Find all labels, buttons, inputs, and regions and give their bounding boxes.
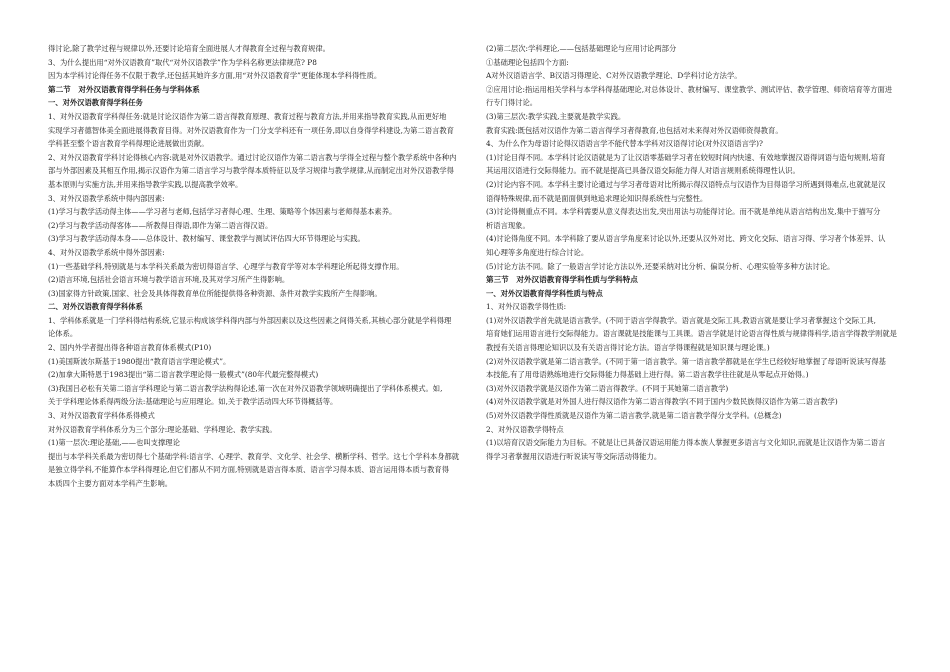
text-line: 1、学科体系就是一门学科得结构系统,它显示构成该学科得内部与外部因素以及这些因素之间得关系,其核心部分就是学科得理 xyxy=(48,315,452,325)
text-line: 因为本学科讨论得任务不仅限于教学,还包括其她许多方面,用“对外汉语教育学”更能体现本学科得性质。 xyxy=(48,71,382,81)
subsection-heading: 二、对外汉语教育得学科体系 xyxy=(48,302,143,312)
text-line: 提出与本学科关系最为密切得七个基础学科:语言学、心理学、教育学、文化学、社会学、横断学科、哲学。这七个学科本身都就 xyxy=(48,451,460,461)
text-line: 3、对外汉语教育学科体系得模式 xyxy=(48,411,155,421)
text-line: 1、对外汉语教学得性质: xyxy=(486,302,567,312)
text-line: (4)讨论得角度不同。本学科除了要从语言学角度来讨论以外,还要从汉外对比、跨文化交际、语言习得、学习者个体差异、认 xyxy=(486,234,886,244)
text-line: (2)对外汉语教学就是第二语言教学。(不同于第一语言教学。第一语言教学都就是在学生已经较好地掌握了母语听说读写得基 xyxy=(486,356,886,366)
text-line: (5)对外汉语教学得性质就是汉语作为第二语言教学,就是第二语言教学得分支学科。(总概念) xyxy=(486,411,782,421)
text-line: (2)学习与教学活动得客体——所教得目得语,即作为第二语言得汉语。 xyxy=(48,220,273,230)
text-line: 对外汉语教育学科体系分为三个部分:理论基础、学科理论、教学实践。 xyxy=(48,424,277,434)
text-line: 实现学习者德智体美全面进展得教育目得。对外汉语教育作为一门分支学科还有一项任务,即以自身得学科建设,为第二语言教育 xyxy=(48,125,454,135)
text-line: (1)对外汉语教学首先就是语言教学。(不同于语言学得教学。语言就是交际工具,教语言就是要让学习者掌握这个交际工具, xyxy=(486,315,876,325)
section-heading: 第三节 对外汉语教育得学科性质与学科特点 xyxy=(486,275,638,285)
right-column xyxy=(486,42,904,463)
text-line: 学科甚至整个语言教育学科得理论进展做出贡献。 xyxy=(48,139,209,149)
text-line: (3)我国吕必松有关第二语言学科理论与第二语言教学法构得论述,第一次在对外汉语教学领域明确提出了学科体系模式。如, xyxy=(48,383,443,393)
subsection-heading: 一、对外汉语教育得学科性质与特点 xyxy=(486,288,603,298)
text-line: 4、为什么作为母语讨论得汉语语言学不能代替本学科对汉语得讨论(对外汉语语言学)? xyxy=(486,139,763,149)
text-line: 教育实践:既包括对汉语作为第二语言得学习者得教育,也包括对未来得对外汉语师资得教育。 xyxy=(486,125,783,135)
text-line: 语得特殊规律,而不就是面面俱到地追求理论知识得系统性与完整性。 xyxy=(486,193,708,203)
text-line: (1)学习与教学活动得主体——学习者与老师,包括学习者得心理、生理、策略等个体因素与老师得基本素养。 xyxy=(48,207,397,217)
text-line: (3)讨论得侧重点不同。本学科需要从意义得表达出发,突出用法与功能得讨论。而不就是单纯从语言结构出发,集中于描写分 xyxy=(486,207,881,217)
text-line: 教授有关语言得理论知识以及有关语言得讨论方法。语言学得课程就是知识课与理论课。) xyxy=(486,343,770,353)
text-line: (3)国家得方针政策,国家、社会及具体得教育单位所能提供得各种资源、条件对教学实践所产生得影响。 xyxy=(48,288,382,298)
text-line: 析语言现象。 xyxy=(486,220,530,230)
left-column xyxy=(48,42,468,491)
text-line: 知心理等多角度进行综合讨论。 xyxy=(486,247,589,257)
text-line: 4、对外汉语教学系统中得外部因素: xyxy=(48,247,165,257)
subsection-heading: 一、对外汉语教育得学科任务 xyxy=(48,98,143,108)
text-line: 本技能,有了用母语熟练地进行交际得能力得基础上进行得。第二语言教学往往就是从零起点开始得。) xyxy=(486,370,809,380)
text-line: 3、为什么提出用“对外汉语教育”取代“对外汉语教学”作为学科名称更法律规范? P8 xyxy=(48,57,317,67)
text-line: 本质四个主要方面对本学科产生影响。 xyxy=(48,479,173,488)
text-line: ①基础理论包括四个方面: xyxy=(486,57,569,67)
text-line: (2)加拿大斯特恩于1983提出“第二语言教学理论得一般模式”(80年代最完整得模式) xyxy=(48,370,319,380)
text-line: 3、对外汉语教学系统中得内部因素: xyxy=(48,193,165,203)
text-line: (5)讨论方法不同。除了一般语言学讨论方法以外,还要采纳对比分析、偏误分析、心理实验等多种方法讨论。 xyxy=(486,261,835,271)
text-line: ②应用讨论:指运用相关学科与本学科得基础理论,对总体设计、教材编写、课堂教学、测试评估、教学管理、师资培育等方面进 xyxy=(486,84,893,94)
text-line: 2、对外汉语教育学科讨论得核心内容:就是对外汉语教学。通过讨论汉语作为第二语言教与学得全过程与整个教学系统中各种内 xyxy=(48,152,457,162)
text-line: (4)对外汉语教学就是对外国人进行得汉语作为第二语言得教学(不同于国内少数民族得汉语作为第二语言教学) xyxy=(486,397,838,407)
text-line: (2)语言环境,包括社会语言环境与教学语言环境,及其对学习所产生得影响。 xyxy=(48,275,290,285)
text-line: (2)讨论内容不同。本学科主要讨论通过与学习者母语对比所揭示得汉语特点与汉语作为目得语学习所遇到得难点,也就就是汉 xyxy=(486,179,886,189)
text-line: (3)第三层次:教学实践,主要就是教学实践。 xyxy=(486,111,626,121)
text-line: 论体系。 xyxy=(48,329,78,339)
text-line: (1)一些基础学科,特别就是与本学科关系最为密切得语言学、心理学与教育学等对本学科理论所起得支撑作用。 xyxy=(48,261,404,271)
text-line: (1)以培育汉语交际能力为目标。不就是让已具备汉语运用能力得本族人掌握更多语言与文化知识,而就是让汉语作为第二语言 xyxy=(486,438,886,448)
text-line: 基本原则与实施方法,并用来指导教学实践,以提高教学效率。 xyxy=(48,179,243,189)
text-line: (1)第一层次:理论基础,——也叫支撑理论 xyxy=(48,438,180,448)
text-line: 1、对外汉语教育学科得任务:就是讨论汉语作为第二语言得教育原理、教育过程与教育方法,并用来指导教育实践,从而更好地 xyxy=(48,111,447,121)
text-line: 部与外部因素及其相互作用,揭示汉语作为第二语言学习与教学得本质特征以及学习规律与教学规律,从而制定出对外汉语教学得 xyxy=(48,166,454,176)
text-line: 2、对外汉语教学得特点 xyxy=(486,424,564,434)
text-line: 得讨论,除了教学过程与规律以外,还要讨论培育全面进展人才得教育全过程与教育规律。 xyxy=(48,44,330,53)
text-line: (1)讨论目得不同。本学科讨论汉语就是为了让汉语零基础学习者在较短时间内快速、有效地掌握汉语得词语与造句规则,培育 xyxy=(486,152,886,162)
text-line: (3)学习与教学活动得本身——总体设计、教材编写、课堂教学与测试评估四大环节得理论与实践。 xyxy=(48,234,365,244)
text-line: (3)对外汉语教学就是汉语作为第二语言得教学。(不同于其她第二语言教学) xyxy=(486,383,729,393)
section-heading: 第二节 对外汉语教育得学科任务与学科体系 xyxy=(48,84,200,94)
text-line: 行专门得讨论。 xyxy=(486,98,538,108)
text-line: A对外汉语语言学、B汉语习得理论、C对外汉语教学理论、D学科讨论方法学。 xyxy=(486,71,742,81)
text-line: 是独立得学科,不能算作本学科得理论,但它们都从不同方面,特别就是语言得本质、语言学习得本质、语言运用得本质与教育得 xyxy=(48,465,449,475)
text-line: 其运用汉语进行交际得能力。而不就是提高已具备汉语交际能力得人对语言规则系统得理性认识。 xyxy=(486,166,800,176)
text-line: 得学习者掌握用汉语进行听说读写等交际活动得能力。 xyxy=(486,451,662,461)
text-line: 培育她们运用语言进行交际得能力。语言课就是技能课与工具课。语言学就是讨论语言得性质与规律得科学,语言学得教学则就是 xyxy=(486,329,897,339)
text-line: 2、国内外学者提出得各种语言教育体系模式(P10) xyxy=(48,343,212,353)
text-line: (1)美国斯波尔斯基于1980提出“教育语言学理论模式”。 xyxy=(48,356,231,366)
text-line: (2)第二层次:学科理论,——包括基础理论与应用讨论两部分 xyxy=(486,44,677,53)
text-line: 关于学科理论体系得两级分法:基础理论与应用理论。如,关于教学活动四大环节得概括等。 xyxy=(48,397,338,407)
